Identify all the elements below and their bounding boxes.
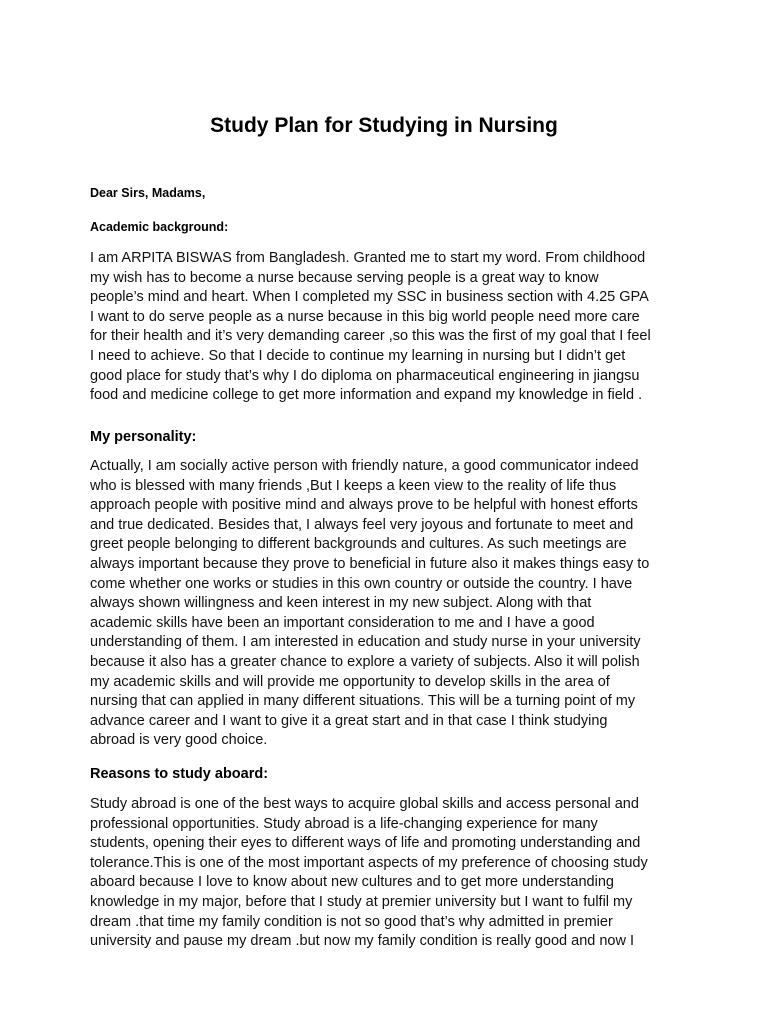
paragraph-line: Study abroad is one of the best ways to acquire global skills and access personal and: [90, 796, 639, 812]
paragraph-line: dream .that time my family condition is not so good that’s why admitted in premier: [90, 913, 613, 930]
paragraph-line: understanding of them. I am interested in education and study nurse in your university: [90, 634, 641, 651]
paragraph-line: I am ARPITA BISWAS from Bangladesh. Granted me to start my word. From childhood: [90, 250, 646, 266]
academic-background-heading: Academic background:: [90, 220, 229, 234]
paragraph-line: who is blessed with many friends ,But I keeps a keen view to the reality of life thus: [90, 477, 617, 494]
paragraph-line: approach people with positive mind and always prove to be helpful with honest efforts: [90, 497, 638, 514]
paragraph-line: advance career and I want to give it a great start and in that case I think studying: [90, 712, 608, 729]
reasons-paragraph: [90, 795, 690, 952]
academic-background-paragraph: [90, 249, 690, 406]
document-title: Study Plan for Studying in Nursing: [210, 114, 558, 137]
paragraph-line: because it also has a greater chance to explore a variety of subjects. Also it will polish: [90, 653, 640, 670]
paragraph-line: Actually, I am socially active person with friendly nature, a good communicator indeed: [90, 458, 639, 474]
paragraph-line: always important because they prove to beneficial in future also it makes things easy to: [90, 555, 650, 572]
paragraph-line: always shown willingness and keen interest in my new subject. Along with that: [90, 595, 592, 612]
paragraph-line: students, opening their eyes to different ways of life and promoting understanding and: [90, 835, 641, 852]
paragraph-line: come whether one works or studies in this own country or outside the country. I have: [90, 575, 633, 592]
paragraph-line: I need to achieve. So that I decide to continue my learning in nursing but I didn’t get: [90, 347, 626, 364]
paragraph-line: nursing that can applied in many different situations. This will be a turning point of my: [90, 693, 636, 710]
paragraph-line: university and pause my dream .but now my family condition is really good and now I: [90, 933, 635, 950]
paragraph-line: academic skills have been an important consideration to me and I have a good: [90, 614, 595, 631]
paragraph-line: greet people belonging to different backgrounds and cultures. As such meetings are: [90, 536, 627, 553]
paragraph-line: good place for study that’s why I do diploma on pharmaceutical engineering in jiangsu: [90, 367, 640, 384]
paragraph-line: my academic skills and will provide me opportunity to develop skills in the area of: [90, 673, 610, 690]
salutation: Dear Sirs, Madams,: [90, 186, 206, 200]
paragraph-line: food and medicine college to get more information and expand my knowledge in field .: [90, 387, 643, 404]
personality-paragraph: [90, 457, 690, 751]
paragraph-line: knowledge in my major, before that I study at premier university but I want to fulfil my: [90, 893, 633, 910]
paragraph-line: and true dedicated. Besides that, I always feel very joyous and fortunate to meet and: [90, 516, 634, 533]
paragraph-line: people’s mind and heart. When I completed my SSC in business section with 4.25 GPA: [90, 289, 649, 306]
paragraph-line: professional opportunities. Study abroad is a life-changing experience for many: [90, 815, 598, 832]
personality-heading: My personality:: [90, 429, 197, 445]
paragraph-line: I want to do serve people as a nurse because in this big world people need more care: [90, 308, 640, 325]
paragraph-line: for their health and it’s very demanding career ,so this was the first of my goal that I feel: [90, 328, 651, 345]
paragraph-line: my wish has to become a nurse because serving people is a great way to know: [90, 269, 599, 286]
paragraph-line: aboard because I love to know about new cultures and to get more understanding: [90, 874, 614, 891]
reasons-heading: Reasons to study aboard:: [90, 766, 269, 782]
paragraph-line: tolerance.This is one of the most important aspects of my preference of choosing study: [90, 854, 648, 871]
paragraph-line: abroad is very good choice.: [90, 732, 268, 749]
